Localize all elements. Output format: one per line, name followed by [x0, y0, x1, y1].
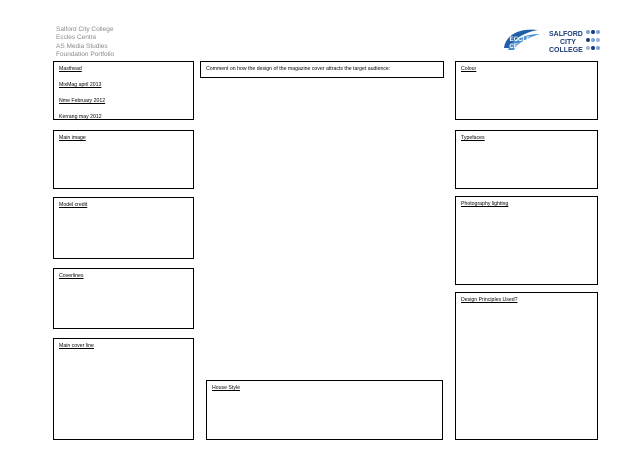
masthead-item: MixMag april 2013: [59, 82, 102, 88]
masthead-item: Kerrang may 2012: [59, 114, 102, 120]
comment-box: [200, 61, 444, 78]
main-cover-line-box: [53, 338, 194, 440]
main-cover-line-title: Main cover line: [59, 343, 94, 349]
photography-lighting-box: [455, 196, 598, 285]
header-line-college: Salford City College: [56, 26, 114, 33]
comment-prompt: Comment on how the design of the magazine cover attracts the target audience:: [206, 66, 391, 72]
coverlines-title: Coverlines: [59, 273, 84, 279]
college-header: [56, 26, 114, 59]
masthead-title: Masthead: [59, 66, 82, 72]
eccles-centre-logo: [500, 26, 544, 52]
design-principles-box: [455, 292, 598, 440]
house-style-title: House Style: [212, 385, 240, 391]
masthead-item: Nme February 2012: [59, 98, 106, 104]
salford-logo-line2: CITY: [560, 39, 576, 46]
model-credit-box: [53, 197, 194, 259]
photography-lighting-title: Photography lighting: [461, 201, 509, 207]
main-image-box: [53, 130, 194, 189]
header-line-portfolio: Foundation Portfolio: [56, 50, 115, 58]
house-style-box: [206, 380, 443, 440]
header-line-course: AS Media Studies: [56, 42, 108, 50]
typefaces-title: Typefaces: [461, 135, 485, 141]
design-principles-title: Design Principles Used?: [461, 297, 518, 303]
model-credit-title: Model credit: [59, 202, 88, 208]
salford-logo-line3: COLLEGE: [549, 47, 583, 54]
main-image-title: Main image: [59, 135, 86, 141]
colour-title: Colour: [461, 66, 477, 72]
eccles-logo-line1: ECCLES: [509, 36, 535, 43]
eccles-logo-line2: CENTRE: [509, 43, 535, 50]
salford-city-college-logo: [548, 26, 604, 54]
dot-pattern-icon: [586, 30, 600, 50]
masthead-box: [53, 61, 194, 120]
salford-logo-line1: SALFORD: [549, 31, 583, 38]
typefaces-box: [455, 130, 598, 189]
header-line-centre: Eccles Centre: [56, 34, 97, 42]
colour-box: [455, 61, 598, 120]
coverlines-box: [53, 268, 194, 329]
